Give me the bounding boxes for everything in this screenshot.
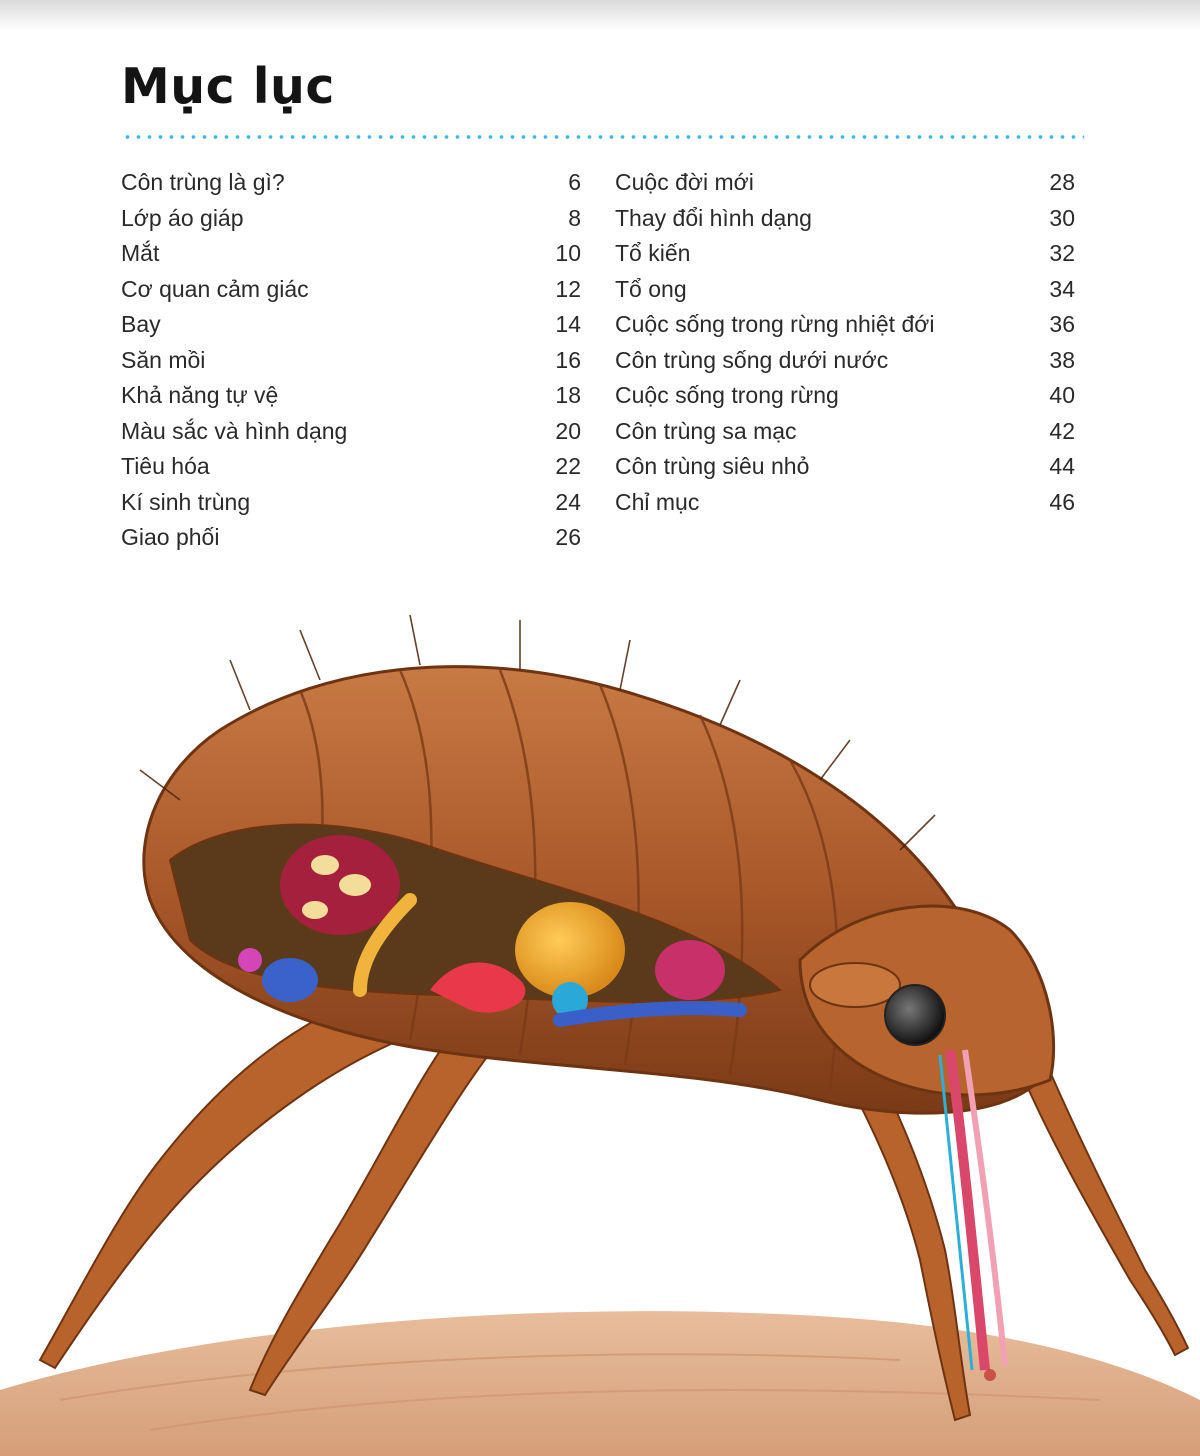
toc-entry[interactable]: [121, 236, 581, 272]
toc-entry-page: 32: [1049, 240, 1075, 266]
toc-entry[interactable]: [615, 236, 1075, 272]
toc-entry-page: 18: [555, 382, 581, 408]
toc-entry-label: Lớp áo giáp: [121, 204, 244, 231]
toc-entry-page: 36: [1049, 311, 1075, 337]
toc-entry[interactable]: [121, 307, 581, 343]
toc-entry-label: Săn mồi: [121, 346, 206, 373]
page-top-shadow: [0, 0, 1200, 30]
toc-entry[interactable]: [615, 165, 1075, 201]
toc-entry-label: Côn trùng là gì?: [121, 169, 285, 195]
toc-entry-label: Giao phối: [121, 524, 220, 550]
toc-entry-label: Côn trùng sống dưới nước: [615, 346, 889, 373]
toc-entry-label: Cuộc đời mới: [615, 169, 754, 195]
toc-left-column: [121, 165, 581, 556]
toc-entry[interactable]: [615, 414, 1075, 450]
flea-cutaway-illustration: [0, 600, 1200, 1456]
toc-entry-label: Côn trùng siêu nhỏ: [615, 453, 810, 479]
toc-entry-page: 46: [1049, 488, 1075, 515]
toc-entry-label: Tiêu hóa: [121, 453, 210, 479]
toc-entry[interactable]: [121, 414, 581, 450]
toc-entry-page: 16: [555, 346, 581, 373]
toc-entry-label: Cuộc sống trong rừng: [615, 382, 839, 408]
toc-entry-page: 24: [555, 488, 581, 515]
toc-entry-page: 26: [555, 524, 581, 550]
toc-entry-page: 22: [555, 453, 581, 479]
toc-entry[interactable]: [615, 201, 1075, 237]
toc-entry-page: 6: [568, 169, 581, 195]
toc-entry[interactable]: [615, 485, 1075, 521]
toc-entry-label: Tổ ong: [615, 275, 687, 302]
toc-entry-label: Thay đổi hình dạng: [615, 204, 812, 231]
toc-entry-page: 30: [1049, 204, 1075, 231]
toc-entry[interactable]: [121, 343, 581, 379]
flea-antenna: [810, 963, 900, 1007]
flea-eye: [885, 985, 945, 1045]
toc-entry[interactable]: [121, 201, 581, 237]
toc-entry-label: Màu sắc và hình dạng: [121, 417, 348, 444]
toc-entry-page: 10: [555, 240, 581, 266]
toc-entry-page: 38: [1049, 346, 1075, 373]
toc-entry-page: 8: [568, 204, 581, 231]
toc-entry[interactable]: [615, 449, 1075, 485]
toc-entry-label: Khả năng tự vệ: [121, 382, 279, 408]
toc-entry-label: Cơ quan cảm giác: [121, 275, 309, 302]
dotted-divider: [122, 133, 1084, 141]
toc-entry[interactable]: [121, 449, 581, 485]
toc-entry-page: 34: [1049, 275, 1075, 302]
toc-entry[interactable]: [121, 272, 581, 308]
toc-entry-label: Kí sinh trùng: [121, 488, 251, 515]
toc-entry-page: 14: [555, 311, 581, 337]
toc-entry[interactable]: [615, 307, 1075, 343]
toc-entry[interactable]: [121, 520, 581, 556]
toc-entry-label: Bay: [121, 311, 161, 337]
toc-entry[interactable]: [121, 378, 581, 414]
toc-entry-label: Chỉ mục: [615, 488, 700, 515]
toc-entry[interactable]: [615, 343, 1075, 379]
toc-entry[interactable]: [615, 378, 1075, 414]
toc-right-column: [615, 165, 1075, 520]
toc-entry-page: 28: [1049, 169, 1075, 195]
toc-entry-page: 12: [555, 275, 581, 302]
toc-entry[interactable]: [121, 165, 581, 201]
toc-entry-page: 20: [555, 417, 581, 444]
toc-entry-label: Côn trùng sa mạc: [615, 417, 797, 444]
toc-entry-label: Cuộc sống trong rừng nhiệt đới: [615, 311, 935, 337]
toc-entry-page: 40: [1049, 382, 1075, 408]
toc-entry-label: Tổ kiến: [615, 240, 691, 266]
toc-entry[interactable]: [121, 485, 581, 521]
page-title: Mục lục: [121, 58, 335, 115]
toc-entry-page: 44: [1049, 453, 1075, 479]
toc-entry-page: 42: [1049, 417, 1075, 444]
toc-entry[interactable]: [615, 272, 1075, 308]
toc-entry-label: Mắt: [121, 240, 160, 266]
